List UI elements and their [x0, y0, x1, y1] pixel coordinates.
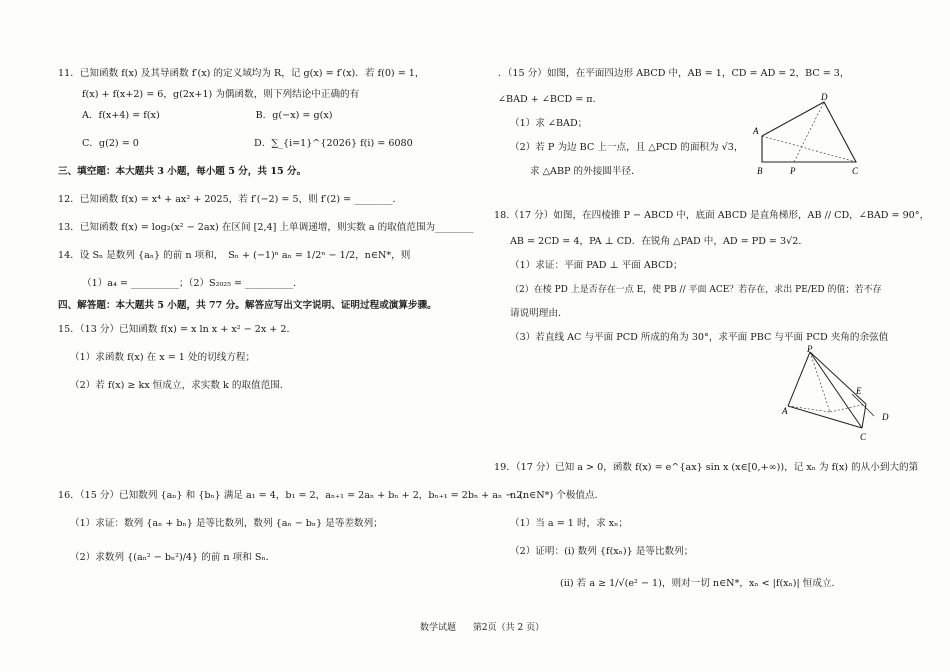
- q11-line1: 11．已知函数 f(x) 及其导函数 f′(x) 的定义域均为 R，记 g(x) = f′(x)．若 f(0) = 1，: [58, 68, 425, 79]
- footer-subject: 数学试题: [420, 623, 457, 633]
- q17-part2: （2）若 P 为边 BC 上一点，且 △PCD 的面积为 √3，: [510, 142, 744, 153]
- q18-part2-tail: 请说明理由．: [510, 308, 568, 319]
- q11-options-cd: C．g(2) = 0 D．∑_{i=1}^{2026} f(i) = 6080: [82, 138, 413, 149]
- q15-part2: （2）若 f(x) ≥ kx 恒成立，求实数 k 的取值范围．: [70, 380, 290, 391]
- quadrilateral-figure: [748, 92, 868, 182]
- q19-text: 19．（17 分）已知 a > 0，函数 f(x) = e^{ax} sin x (x∈[0,+∞))，记 xₙ 为 f(x) 的从小到大的第: [494, 462, 919, 473]
- fig1-label-d: D: [821, 92, 828, 102]
- q19-part2-ii: (ii) 若 a ≥ 1/√(e² − 1)，则对一切 n∈N*，xₙ < |f(xₙ)| 恒成立．: [560, 578, 842, 589]
- q19-condition: n (n∈N*) 个极值点．: [510, 490, 605, 501]
- fig1-label-p: P: [790, 166, 796, 176]
- q19-part1: （1）当 a = 1 时，求 xₙ；: [510, 518, 628, 529]
- fig2-label-e: E: [856, 386, 862, 396]
- q16-part2: （2）求数列 {(aₙ² − bₙ²)/4} 的前 n 项和 Sₙ．: [70, 552, 276, 563]
- q11-line2: f(x) + f(x+2) = 6，g(2x+1) 为偶函数，则下列结论中正确的有: [82, 89, 360, 100]
- q18-part2: （2）在棱 PD 上是否存在一点 E，使 PB // 平面 ACE？若存在，求出 PE/ED 的值；若不存: [510, 285, 882, 295]
- q12-text: 12．已知函数 f(x) = x⁴ + ax² + 2025，若 f′(−2) = 5，则 f′(2) = ________．: [58, 194, 403, 205]
- q14-text: 14．设 Sₙ 是数列 {aₙ} 的前 n 项和， Sₙ + (−1)ⁿ aₙ = 1/2ⁿ − 1/2，n∈N*，则: [58, 250, 411, 261]
- q14-parts: （1）a₄ = __________；（2）S₂₀₂₅ = __________．: [82, 278, 303, 289]
- fig2-label-p: P: [807, 344, 813, 354]
- q17-condition: ∠BAD + ∠BCD = π．: [498, 94, 603, 105]
- fig2-label-a: A: [782, 406, 788, 416]
- q18-text: 18.（17 分）如图，在四棱锥 P − ABCD 中，底面 ABCD 是直角梯形，AB // CD，∠BAD = 90°，: [494, 210, 930, 221]
- pyramid-figure: [778, 344, 893, 444]
- q11-options-ab: A．f(x+4) = f(x) B．g(−x) = g(x): [82, 110, 333, 121]
- footer-page-number: 第2页（共 2 页）: [472, 623, 545, 633]
- q15-part1: （1）求函数 f(x) 在 x = 1 处的切线方程；: [70, 352, 256, 363]
- page-footer: [420, 620, 558, 633]
- q17-text: ．（15 分）如图，在平面四边形 ABCD 中，AB = 1，CD = AD = 2，BC = 3，: [498, 68, 850, 79]
- section-answer-title: 四、解答题：本大题共 5 小题，共 77 分。解答应写出文字说明、证明过程或演算步骤。: [58, 300, 437, 311]
- fig1-label-b: B: [757, 166, 763, 176]
- section-fill-blank-title: 三、填空题：本大题共 3 小题，每小题 5 分，共 15 分。: [58, 166, 307, 177]
- q17-part1: （1）求 ∠BAD；: [510, 118, 588, 129]
- fig2-label-c: C: [860, 432, 867, 442]
- fig1-label-c: C: [852, 166, 859, 176]
- q18-condition: AB = 2CD = 4，PA ⊥ CD．在锐角 △PAD 中，AD = PD = 3√2．: [510, 236, 808, 247]
- q16-part1: （1）求证：数列 {aₙ + bₙ} 是等比数列，数列 {aₙ − bₙ} 是等差数列；: [70, 518, 383, 529]
- fig1-label-a: A: [753, 126, 759, 136]
- q15-text: 15．（13 分）已知函数 f(x) = x ln x + x² − 2x + 2．: [58, 324, 297, 335]
- q17-part2-ask: 求 △ABP 的外接圆半径．: [530, 166, 641, 177]
- q13-text: 13．已知函数 f(x) = log₂(x² − 2ax) 在区间 [2,4] 上单调递增，则实数 a 的取值范围为________: [58, 222, 474, 233]
- fig2-label-d: D: [882, 412, 889, 422]
- q16-text: 16．（15 分）已知数列 {aₙ} 和 {bₙ} 满足 a₁ = 4，b₁ = 2，aₙ₊₁ = 2aₙ + bₙ + 2，bₙ₊₁ = 2bₙ + aₙ − 2．: [58, 490, 532, 501]
- q18-part1: （1）求证：平面 PAD ⊥ 平面 ABCD；: [510, 260, 683, 271]
- q19-part2: （2）证明：(i) 数列 {f(xₙ)} 是等比数列；: [510, 546, 694, 557]
- q18-part3: （3）若直线 AC 与平面 PCD 所成的角为 30°，求平面 PBC 与平面 PCD 夹角的余弦值: [510, 332, 889, 343]
